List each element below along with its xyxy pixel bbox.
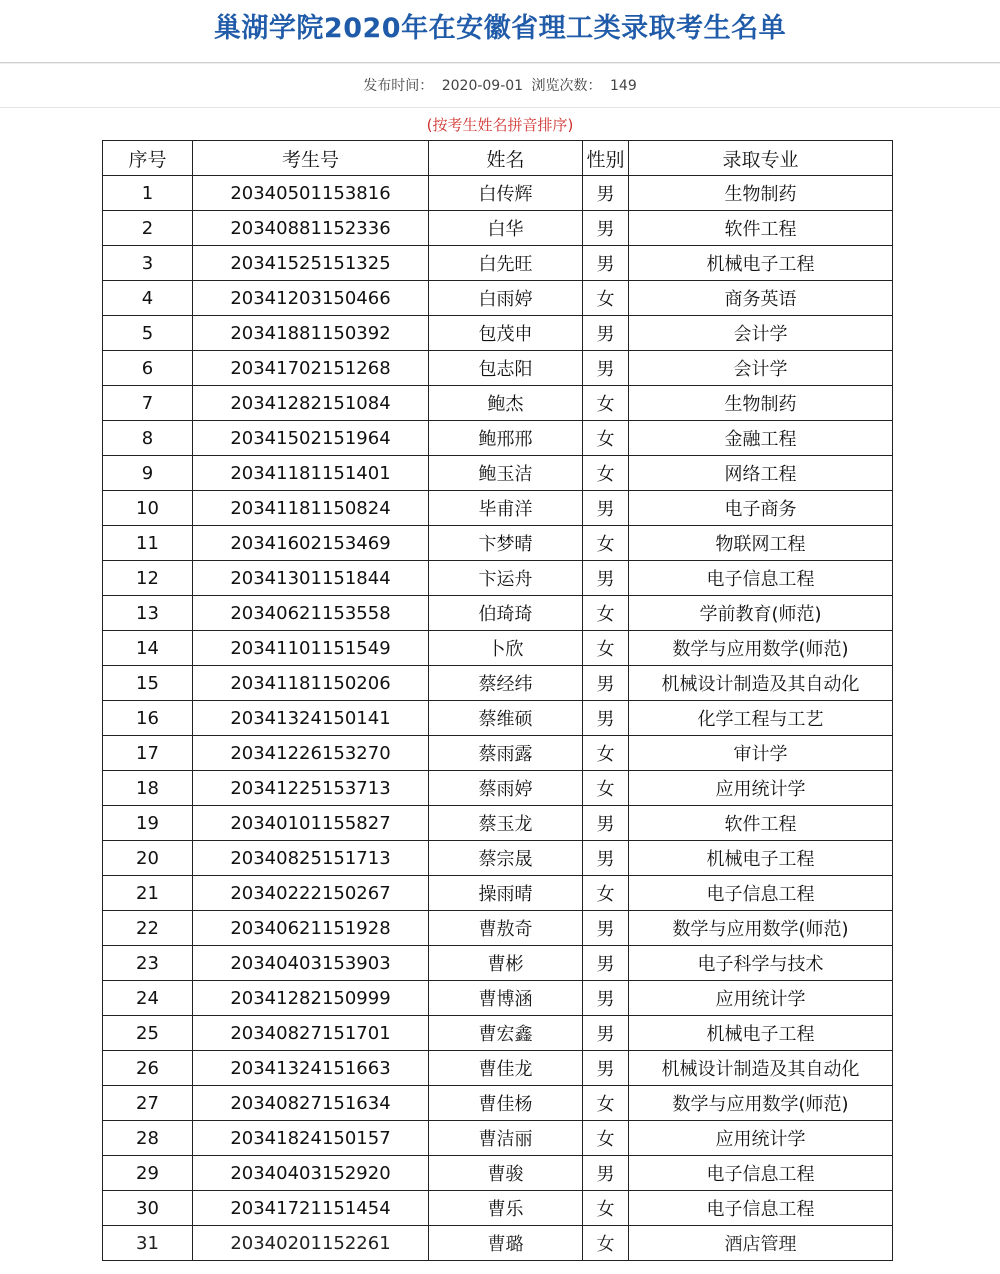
cell-exam-id: 20340827151701 [193, 1016, 429, 1051]
cell-exam-id: 20340621153558 [193, 596, 429, 631]
cell-exam-id: 20340621151928 [193, 911, 429, 946]
cell-exam-id: 20341324150141 [193, 701, 429, 736]
cell-index: 7 [103, 386, 193, 421]
cell-index: 13 [103, 596, 193, 631]
publish-label: 发布时间： [363, 78, 434, 94]
cell-gender: 男 [583, 316, 629, 351]
cell-name: 卜欣 [429, 631, 583, 666]
cell-exam-id: 20340101155827 [193, 806, 429, 841]
cell-gender: 女 [583, 421, 629, 456]
cell-exam-id: 20341881150392 [193, 316, 429, 351]
cell-major: 生物制药 [629, 176, 893, 211]
table-row [103, 876, 893, 911]
views-count: 149 [610, 78, 637, 94]
cell-gender: 男 [583, 841, 629, 876]
table-row [103, 281, 893, 316]
cell-index: 2 [103, 211, 193, 246]
cell-major: 审计学 [629, 736, 893, 771]
table-row [103, 981, 893, 1016]
sort-note: (按考生姓名拼音排序) [426, 116, 574, 134]
header-major: 录取专业 [629, 141, 893, 176]
cell-name: 卞梦晴 [429, 526, 583, 561]
table-row [103, 1191, 893, 1226]
cell-gender: 男 [583, 211, 629, 246]
cell-index: 29 [103, 1156, 193, 1191]
cell-exam-id: 20341226153270 [193, 736, 429, 771]
table-row [103, 736, 893, 771]
table-row [103, 771, 893, 806]
table-row [103, 246, 893, 281]
cell-index: 4 [103, 281, 193, 316]
table-row [103, 666, 893, 701]
cell-index: 8 [103, 421, 193, 456]
cell-gender: 男 [583, 176, 629, 211]
cell-exam-id: 20341181151401 [193, 456, 429, 491]
cell-index: 20 [103, 841, 193, 876]
cell-name: 鲍邢邢 [429, 421, 583, 456]
cell-major: 会计学 [629, 316, 893, 351]
cell-gender: 男 [583, 561, 629, 596]
cell-gender: 男 [583, 806, 629, 841]
header-exam-id: 考生号 [193, 141, 429, 176]
cell-name: 曹佳杨 [429, 1086, 583, 1121]
table-row [103, 561, 893, 596]
cell-index: 24 [103, 981, 193, 1016]
cell-name: 白华 [429, 211, 583, 246]
cell-major: 软件工程 [629, 211, 893, 246]
cell-index: 31 [103, 1226, 193, 1261]
cell-name: 曹博涵 [429, 981, 583, 1016]
cell-major: 电子商务 [629, 491, 893, 526]
cell-exam-id: 20341203150466 [193, 281, 429, 316]
cell-gender: 女 [583, 1226, 629, 1261]
cell-major: 生物制药 [629, 386, 893, 421]
cell-index: 5 [103, 316, 193, 351]
table-row [103, 456, 893, 491]
cell-index: 23 [103, 946, 193, 981]
cell-name: 毕甫洋 [429, 491, 583, 526]
header-index: 序号 [103, 141, 193, 176]
table-row [103, 351, 893, 386]
cell-gender: 女 [583, 736, 629, 771]
cell-gender: 女 [583, 1086, 629, 1121]
cell-exam-id: 20341225153713 [193, 771, 429, 806]
table-row [103, 806, 893, 841]
cell-index: 30 [103, 1191, 193, 1226]
views-label: 浏览次数： [531, 78, 602, 94]
cell-exam-id: 20341181150206 [193, 666, 429, 701]
cell-exam-id: 20340403153903 [193, 946, 429, 981]
cell-gender: 男 [583, 351, 629, 386]
cell-exam-id: 20341525151325 [193, 246, 429, 281]
table-row [103, 701, 893, 736]
cell-gender: 男 [583, 911, 629, 946]
cell-name: 白传辉 [429, 176, 583, 211]
cell-major: 电子科学与技术 [629, 946, 893, 981]
page-title: 巢湖学院2020年在安徽省理工类录取考生名单 [0, 0, 1000, 63]
cell-index: 25 [103, 1016, 193, 1051]
cell-name: 白先旺 [429, 246, 583, 281]
cell-major: 机械设计制造及其自动化 [629, 1051, 893, 1086]
cell-exam-id: 20340222150267 [193, 876, 429, 911]
cell-gender: 男 [583, 666, 629, 701]
cell-exam-id: 20340403152920 [193, 1156, 429, 1191]
cell-name: 曹佳龙 [429, 1051, 583, 1086]
table-body [103, 176, 893, 1261]
cell-major: 应用统计学 [629, 1121, 893, 1156]
cell-index: 10 [103, 491, 193, 526]
cell-major: 机械电子工程 [629, 1016, 893, 1051]
cell-index: 22 [103, 911, 193, 946]
table-row [103, 491, 893, 526]
table-row [103, 1121, 893, 1156]
cell-index: 26 [103, 1051, 193, 1086]
cell-major: 机械电子工程 [629, 246, 893, 281]
cell-name: 包志阳 [429, 351, 583, 386]
cell-name: 鲍玉洁 [429, 456, 583, 491]
cell-exam-id: 20341702151268 [193, 351, 429, 386]
admission-table-container [0, 140, 1000, 1261]
cell-name: 伯琦琦 [429, 596, 583, 631]
cell-name: 曹敖奇 [429, 911, 583, 946]
cell-gender: 女 [583, 631, 629, 666]
cell-gender: 男 [583, 246, 629, 281]
cell-index: 14 [103, 631, 193, 666]
cell-name: 鲍杰 [429, 386, 583, 421]
cell-exam-id: 20341602153469 [193, 526, 429, 561]
table-row [103, 316, 893, 351]
cell-major: 机械电子工程 [629, 841, 893, 876]
cell-gender: 女 [583, 771, 629, 806]
cell-gender: 男 [583, 1051, 629, 1086]
cell-gender: 女 [583, 526, 629, 561]
cell-name: 蔡维硕 [429, 701, 583, 736]
cell-gender: 女 [583, 281, 629, 316]
cell-exam-id: 20341181150824 [193, 491, 429, 526]
table-row [103, 386, 893, 421]
cell-gender: 男 [583, 1156, 629, 1191]
cell-gender: 女 [583, 876, 629, 911]
cell-major: 应用统计学 [629, 771, 893, 806]
publish-date: 2020-09-01 [441, 78, 524, 94]
table-row [103, 946, 893, 981]
cell-exam-id: 20340201152261 [193, 1226, 429, 1261]
cell-index: 6 [103, 351, 193, 386]
cell-name: 曹宏鑫 [429, 1016, 583, 1051]
table-row [103, 1156, 893, 1191]
cell-name: 曹璐 [429, 1226, 583, 1261]
table-row [103, 596, 893, 631]
cell-gender: 女 [583, 456, 629, 491]
header-gender: 性别 [583, 141, 629, 176]
cell-name: 蔡玉龙 [429, 806, 583, 841]
table-row [103, 1086, 893, 1121]
cell-major: 数学与应用数学(师范) [629, 631, 893, 666]
cell-major: 数学与应用数学(师范) [629, 1086, 893, 1121]
cell-major: 电子信息工程 [629, 1156, 893, 1191]
cell-gender: 女 [583, 386, 629, 421]
cell-exam-id: 20341721151454 [193, 1191, 429, 1226]
cell-major: 学前教育(师范) [629, 596, 893, 631]
cell-exam-id: 20341324151663 [193, 1051, 429, 1086]
cell-index: 27 [103, 1086, 193, 1121]
cell-exam-id: 20340825151713 [193, 841, 429, 876]
cell-name: 蔡雨婷 [429, 771, 583, 806]
cell-name: 卞运舟 [429, 561, 583, 596]
cell-major: 电子信息工程 [629, 876, 893, 911]
cell-exam-id: 20340501153816 [193, 176, 429, 211]
admission-table [102, 140, 893, 1261]
cell-major: 商务英语 [629, 281, 893, 316]
cell-index: 15 [103, 666, 193, 701]
cell-exam-id: 20340881152336 [193, 211, 429, 246]
cell-major: 酒店管理 [629, 1226, 893, 1261]
cell-major: 化学工程与工艺 [629, 701, 893, 736]
table-row [103, 911, 893, 946]
cell-major: 物联网工程 [629, 526, 893, 561]
table-row [103, 526, 893, 561]
header-name: 姓名 [429, 141, 583, 176]
cell-gender: 女 [583, 1191, 629, 1226]
cell-index: 3 [103, 246, 193, 281]
cell-major: 应用统计学 [629, 981, 893, 1016]
cell-gender: 男 [583, 946, 629, 981]
cell-name: 曹彬 [429, 946, 583, 981]
cell-major: 会计学 [629, 351, 893, 386]
cell-index: 28 [103, 1121, 193, 1156]
cell-gender: 女 [583, 1121, 629, 1156]
table-row [103, 1051, 893, 1086]
cell-name: 蔡雨露 [429, 736, 583, 771]
cell-gender: 女 [583, 596, 629, 631]
cell-major: 金融工程 [629, 421, 893, 456]
table-row [103, 1016, 893, 1051]
table-row [103, 421, 893, 456]
cell-exam-id: 20340827151634 [193, 1086, 429, 1121]
cell-gender: 男 [583, 701, 629, 736]
cell-exam-id: 20341502151964 [193, 421, 429, 456]
cell-index: 16 [103, 701, 193, 736]
table-row [103, 841, 893, 876]
cell-index: 21 [103, 876, 193, 911]
publish-info [0, 63, 1000, 108]
cell-name: 操雨晴 [429, 876, 583, 911]
cell-name: 包茂申 [429, 316, 583, 351]
cell-exam-id: 20341301151844 [193, 561, 429, 596]
cell-exam-id: 20341282150999 [193, 981, 429, 1016]
cell-name: 曹乐 [429, 1191, 583, 1226]
table-row [103, 211, 893, 246]
cell-major: 网络工程 [629, 456, 893, 491]
cell-gender: 男 [583, 491, 629, 526]
cell-name: 曹洁丽 [429, 1121, 583, 1156]
cell-name: 蔡宗晟 [429, 841, 583, 876]
cell-major: 数学与应用数学(师范) [629, 911, 893, 946]
cell-index: 17 [103, 736, 193, 771]
table-row [103, 1226, 893, 1261]
table-header-row [103, 141, 893, 176]
cell-index: 19 [103, 806, 193, 841]
cell-index: 1 [103, 176, 193, 211]
cell-major: 软件工程 [629, 806, 893, 841]
cell-exam-id: 20341824150157 [193, 1121, 429, 1156]
cell-name: 蔡经纬 [429, 666, 583, 701]
table-row [103, 631, 893, 666]
cell-major: 电子信息工程 [629, 561, 893, 596]
table-row [103, 176, 893, 211]
cell-name: 曹骏 [429, 1156, 583, 1191]
cell-index: 18 [103, 771, 193, 806]
cell-index: 12 [103, 561, 193, 596]
cell-major: 电子信息工程 [629, 1191, 893, 1226]
cell-gender: 男 [583, 981, 629, 1016]
cell-exam-id: 20341101151549 [193, 631, 429, 666]
cell-exam-id: 20341282151084 [193, 386, 429, 421]
cell-index: 11 [103, 526, 193, 561]
cell-name: 白雨婷 [429, 281, 583, 316]
cell-index: 9 [103, 456, 193, 491]
cell-major: 机械设计制造及其自动化 [629, 666, 893, 701]
cell-gender: 男 [583, 1016, 629, 1051]
